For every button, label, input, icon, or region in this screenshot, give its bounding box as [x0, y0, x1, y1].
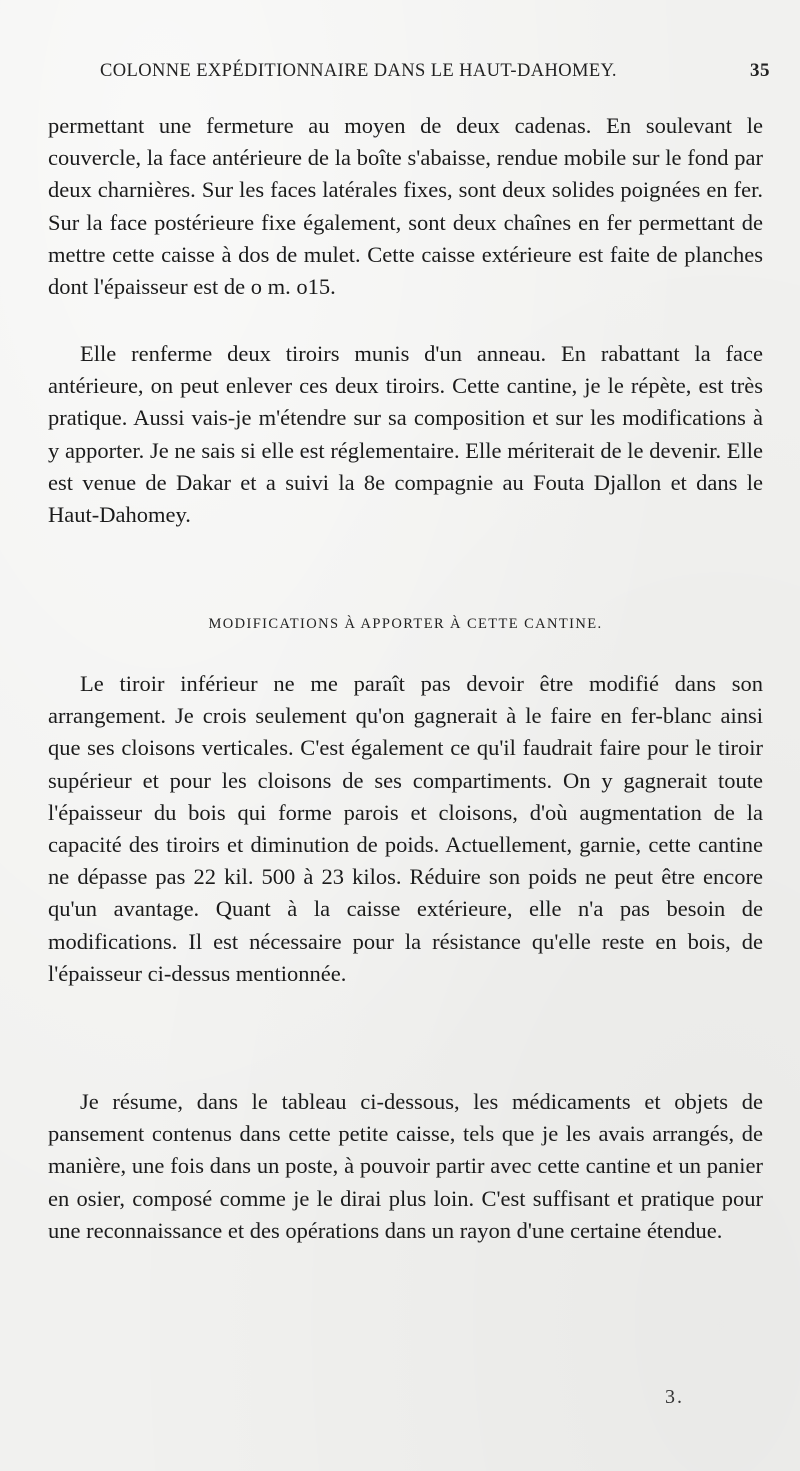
- page-number: 35: [750, 60, 770, 81]
- running-head: [100, 60, 770, 90]
- paragraph-4: Je résume, dans le tableau ci-dessous, les médicaments et objets de pansement contenus dans cette petite caisse, tels que je les avais arrangés, de manière, une fois dans un poste, à pouvoir partir avec cette cantine et un panier en osier, composé comme je le dirai plus loin. C'est suffisant et pratique pour une reconnaissance et des opérations dans un rayon d'une certaine étendue.: [48, 1089, 763, 1243]
- signature-mark: 3.: [665, 1386, 684, 1408]
- section-heading: MODIFICATIONS À APPORTER À CETTE CANTINE.: [208, 616, 603, 632]
- paragraph-2: Elle renferme deux tiroirs munis d'un anneau. En rabattant la face antérieure, on peut enlever ces deux tiroirs. Cette cantine, je le répète, est très pratique. Aussi vais-je m'étendre sur sa composition et sur les modifications à y apporter. Je ne sais si elle est réglementaire. Elle mériterait de le devenir. Elle est venue de Dakar et a suivi la 8e compagnie au Fouta Djallon et dans le Haut-Dahomey.: [48, 341, 763, 528]
- running-head-title: COLONNE EXPÉDITIONNAIRE DANS LE HAUT-DAHOMEY.: [100, 61, 617, 81]
- paragraph-1: permettant une fermeture au moyen de deux cadenas. En soulevant le couvercle, la face antérieure de la boîte s'abaisse, rendue mobile sur le fond par deux charnières. Sur les faces latérales fixes, sont deux solides poignées en fer. Sur la face postérieure fixe également, sont deux chaînes en fer permettant de mettre cette caisse à dos de mulet. Cette caisse extérieure est faite de planches dont l'épaisseur est de o m. o15.: [48, 113, 763, 300]
- paragraph-3: Le tiroir inférieur ne me paraît pas devoir être modifié dans son arrangement. Je crois seulement qu'on gagnerait à le faire en fer-blanc ainsi que ses cloisons verticales. C'est également ce qu'il faudrait faire pour le tiroir supérieur et pour les cloisons de ses compartiments. On y gagnerait toute l'épaisseur du bois qui forme parois et cloisons, d'où augmentation de la capacité des tiroirs et diminution de poids. Actuellement, garnie, cette cantine ne dépasse pas 22 kil. 500 à 23 kilos. Réduire son poids ne peut être encore qu'un avantage. Quant à la caisse extérieure, elle n'a pas besoin de modifications. Il est nécessaire pour la résistance qu'elle reste en bois, de l'épaisseur ci-dessus mentionnée.: [48, 671, 763, 986]
